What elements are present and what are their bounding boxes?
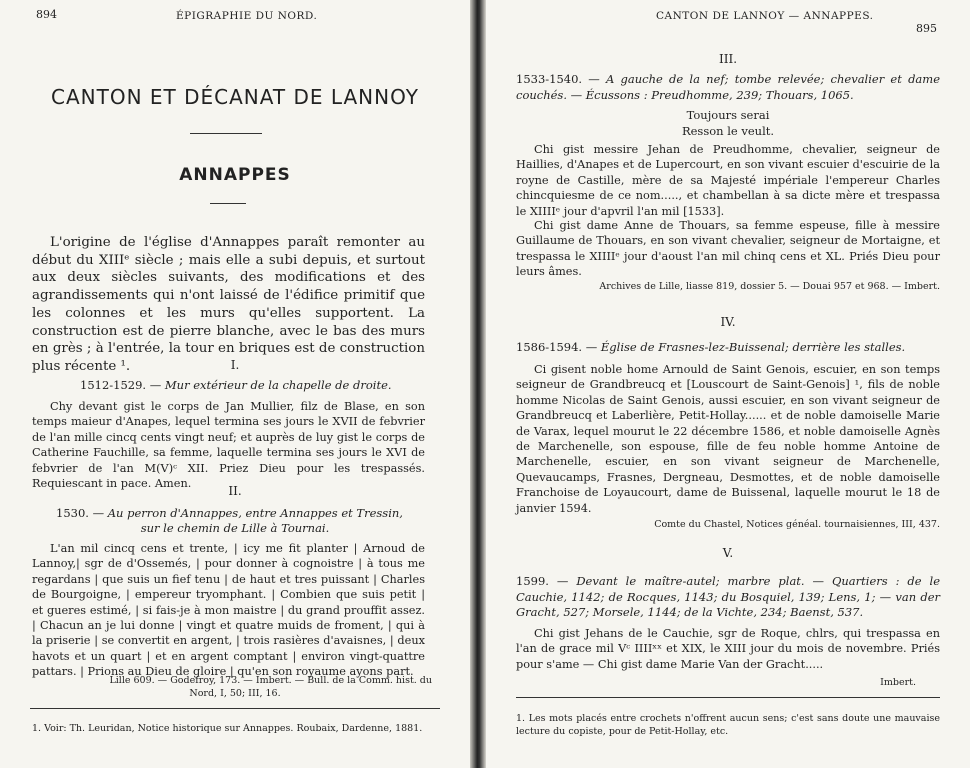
running-head-right: CANTON DE LANNOY — ANNAPPES. (656, 10, 874, 22)
footnote-rule-left (30, 708, 440, 709)
section-3-motto-1: Toujours serai (686, 108, 770, 122)
section-title: ANNAPPES (179, 165, 291, 185)
section-1-date: 1512-1529. (80, 378, 147, 392)
footnote-rule-right (516, 697, 940, 698)
section-2-location-line2: sur le chemin de Lille à Tournai. (140, 521, 330, 535)
page-number-right: 895 (916, 22, 937, 35)
footnote-right: 1. Les mots placés entre crochets n'offrent aucun sens; c'est sans doute une mauvaise lecture du copiste, pour de Petit-Hollay, etc. (516, 713, 940, 737)
section-2-number: II. (228, 484, 242, 498)
section-3-source: Archives de Lille, liasse 819, dossier 5. — Douai 957 et 968. — Imbert. (599, 281, 940, 292)
book-gutter (470, 0, 486, 768)
section-3-inscription-2: Chi gist dame Anne de Thouars, sa femme espeuse, fille à messire Guillaume de Thouars, en son vivant chevalier, seigneur de Mortaigne, et trespassa le XIIIIᵉ jour d'aoust l'an mil chinq cens et XL. Priés Dieu pour leurs âmes. (516, 219, 940, 279)
main-title: CANTON ET DÉCANAT DE LANNOY (51, 85, 419, 109)
section-2-source-line2: Nord, I, 50; III, 16. (189, 688, 281, 699)
section-2-date: 1530. (56, 506, 89, 520)
section-5-number: V. (722, 546, 734, 560)
section-4-source: Comte du Chastel, Notices généal. tournaisiennes, III, 437. (654, 519, 940, 530)
section-1-inscription: Chy devant gist le corps de Jan Mullier, filz de Blase, en son temps maieur d'Anapes, lequel termina ses jours le XVII de febvrier de l'an mille cincq cents vingt neuf; et auprès de luy gist le corps de Catherine Fauchille, sa femme, laquelle termina ses jours le XVI de febvrier de l'an M(V)ᶜ XII. Priez Dieu pour les trespassés. Requiescant in pace. Amen. (32, 400, 425, 491)
section-4-number: IV. (720, 315, 736, 329)
section-5-inscription: Chi gist Jehans de le Cauchie, sgr de Roque, chlrs, qui trespassa en l'an de grace mil Vᶜ IIIIˣˣ et XIX, le XIII jour du mois de novembre. Priés pour s'ame — Chi gist dame Marie Van der Gracht..... (516, 627, 940, 671)
section-4-location: — Église de Frasnes-lez-Buissenal; derrière les stalles. (585, 340, 906, 354)
section-5-source: Imbert. (880, 677, 916, 688)
section-5-heading (516, 574, 940, 621)
section-5-description: — Devant le maître-autel; marbre plat. — Quartiers : de le Cauchie, 1142; de Rocques, 1143; du Bosquiel, 139; Lens, 1; — van der Gracht, 527; Morsele, 1144; de la Vichte, 234; Baenst, 537. (516, 574, 941, 619)
section-4-date: 1586-1594. (516, 340, 583, 354)
section-3-inscription-1: Chi gist messire Jehan de Preudhomme, chevalier, seigneur de Haillies, d'Anapes et de Lupercourt, en son vivant escuier d'escuirie de la royne de Castille, mère de sa Majesté impériale l'empereur Charles chincquiesme de ce nom....., et chambellan à sa dicte mère et trespassa le XIIIIᵉ jour d'apvril l'an mil [1533]. (516, 143, 940, 218)
section-5-date: 1599. (516, 574, 549, 588)
section-1-number: I. (230, 358, 240, 372)
section-1-heading (80, 378, 440, 394)
footnote-left: 1. Voir: Th. Leuridan, Notice historique sur Annappes. Roubaix, Dardenne, 1881. (32, 723, 423, 734)
section-3-date: 1533-1540. (516, 72, 583, 86)
section-2-inscription: L'an mil cincq cens et trente, | icy me fit planter | Arnoud de Lannoy,| sgr de d'Ossemés, | pour donner à cognoistre | à tous me regardans | que suis un fief tenu | de haut et tres puissant | Charles de Bourgoigne, | empereur tryomphant. | Combien que suis petit | et gueres estimé, | si fais-je à mon maistre | du grand prouffit assez. | Chacun an je lui donne | vingt et quatre muids de froment, | qui à la priserie | se convertit en argent, | trois rasières d'avaisnes, | deux havots et un quart | et en argent comptant | environ vingt-quattre pattars. | Prions au Dieu de gloire | qu'en son royaume ayons part. (32, 542, 425, 679)
section-2-source-line1: Lille 609. — Godefroy, 173. — Imbert. — Bull. de la Comm. hist. du (109, 675, 432, 686)
section-3-motto-2: Resson le veult. (681, 124, 775, 138)
intro-paragraph: L'origine de l'église d'Annappes paraît remonter au début du XIIIᵉ siècle ; mais elle a subi depuis, et surtout aux deux siècles suivants, des modifications et des agrandissements qui n'ont laissé de l'édifice primitif que les colonnes et les murs qu'elles supportent. La construction est de pierre blanche, avec le bas des murs en grès ; à l'entrée, la tour en briques est de construction plus récente ¹. (32, 235, 425, 374)
section-1-location: — Mur extérieur de la chapelle de droite. (149, 378, 392, 392)
section-3-description: — A gauche de la nef; tombe relevée; chevalier et dame couchés. — Écussons : Preudhomme, 239; Thouars, 1065. (516, 72, 940, 102)
section-4-inscription: Ci gisent noble home Arnould de Saint Genois, escuier, en son temps seigneur de Grandbreucq et [Louscourt de Saint-Genois] ¹, fils de noble homme Nicolas de Saint Genois, aussi escuier, en son vivant seigneur de Grandbreucq et Laberlière, Petit-Hollay...... et de noble damoiselle Marie de Varax, lequel mourut le 22 décembre 1586, et noble damoiselle Agnès de Marchenelle, son espouse, fille de feu noble homme Antoine de Marchenelle, escuier, en son vivant seigneur de Marchenelle, Quevaucamps, Frasnes, Dergneau, Desmottes, et de noble damoiselle Franchoise de Loyaucourt, dame de Buissenal, laquelle mourut le 18 de janvier 1594. (516, 363, 940, 515)
running-head-left: ÉPIGRAPHIE DU NORD. (176, 10, 318, 22)
left-page (0, 0, 470, 768)
section-4-heading (516, 340, 940, 356)
page-number-left: 894 (36, 8, 57, 21)
section-2-location-line1: — Au perron d'Annappes, entre Annappes et Tressin, (92, 506, 403, 520)
section-2-heading (56, 506, 436, 522)
section-3-heading (516, 72, 940, 103)
section-3-number: III. (718, 52, 738, 66)
section-rule (210, 203, 246, 204)
title-rule (190, 133, 262, 134)
right-page (486, 0, 970, 768)
